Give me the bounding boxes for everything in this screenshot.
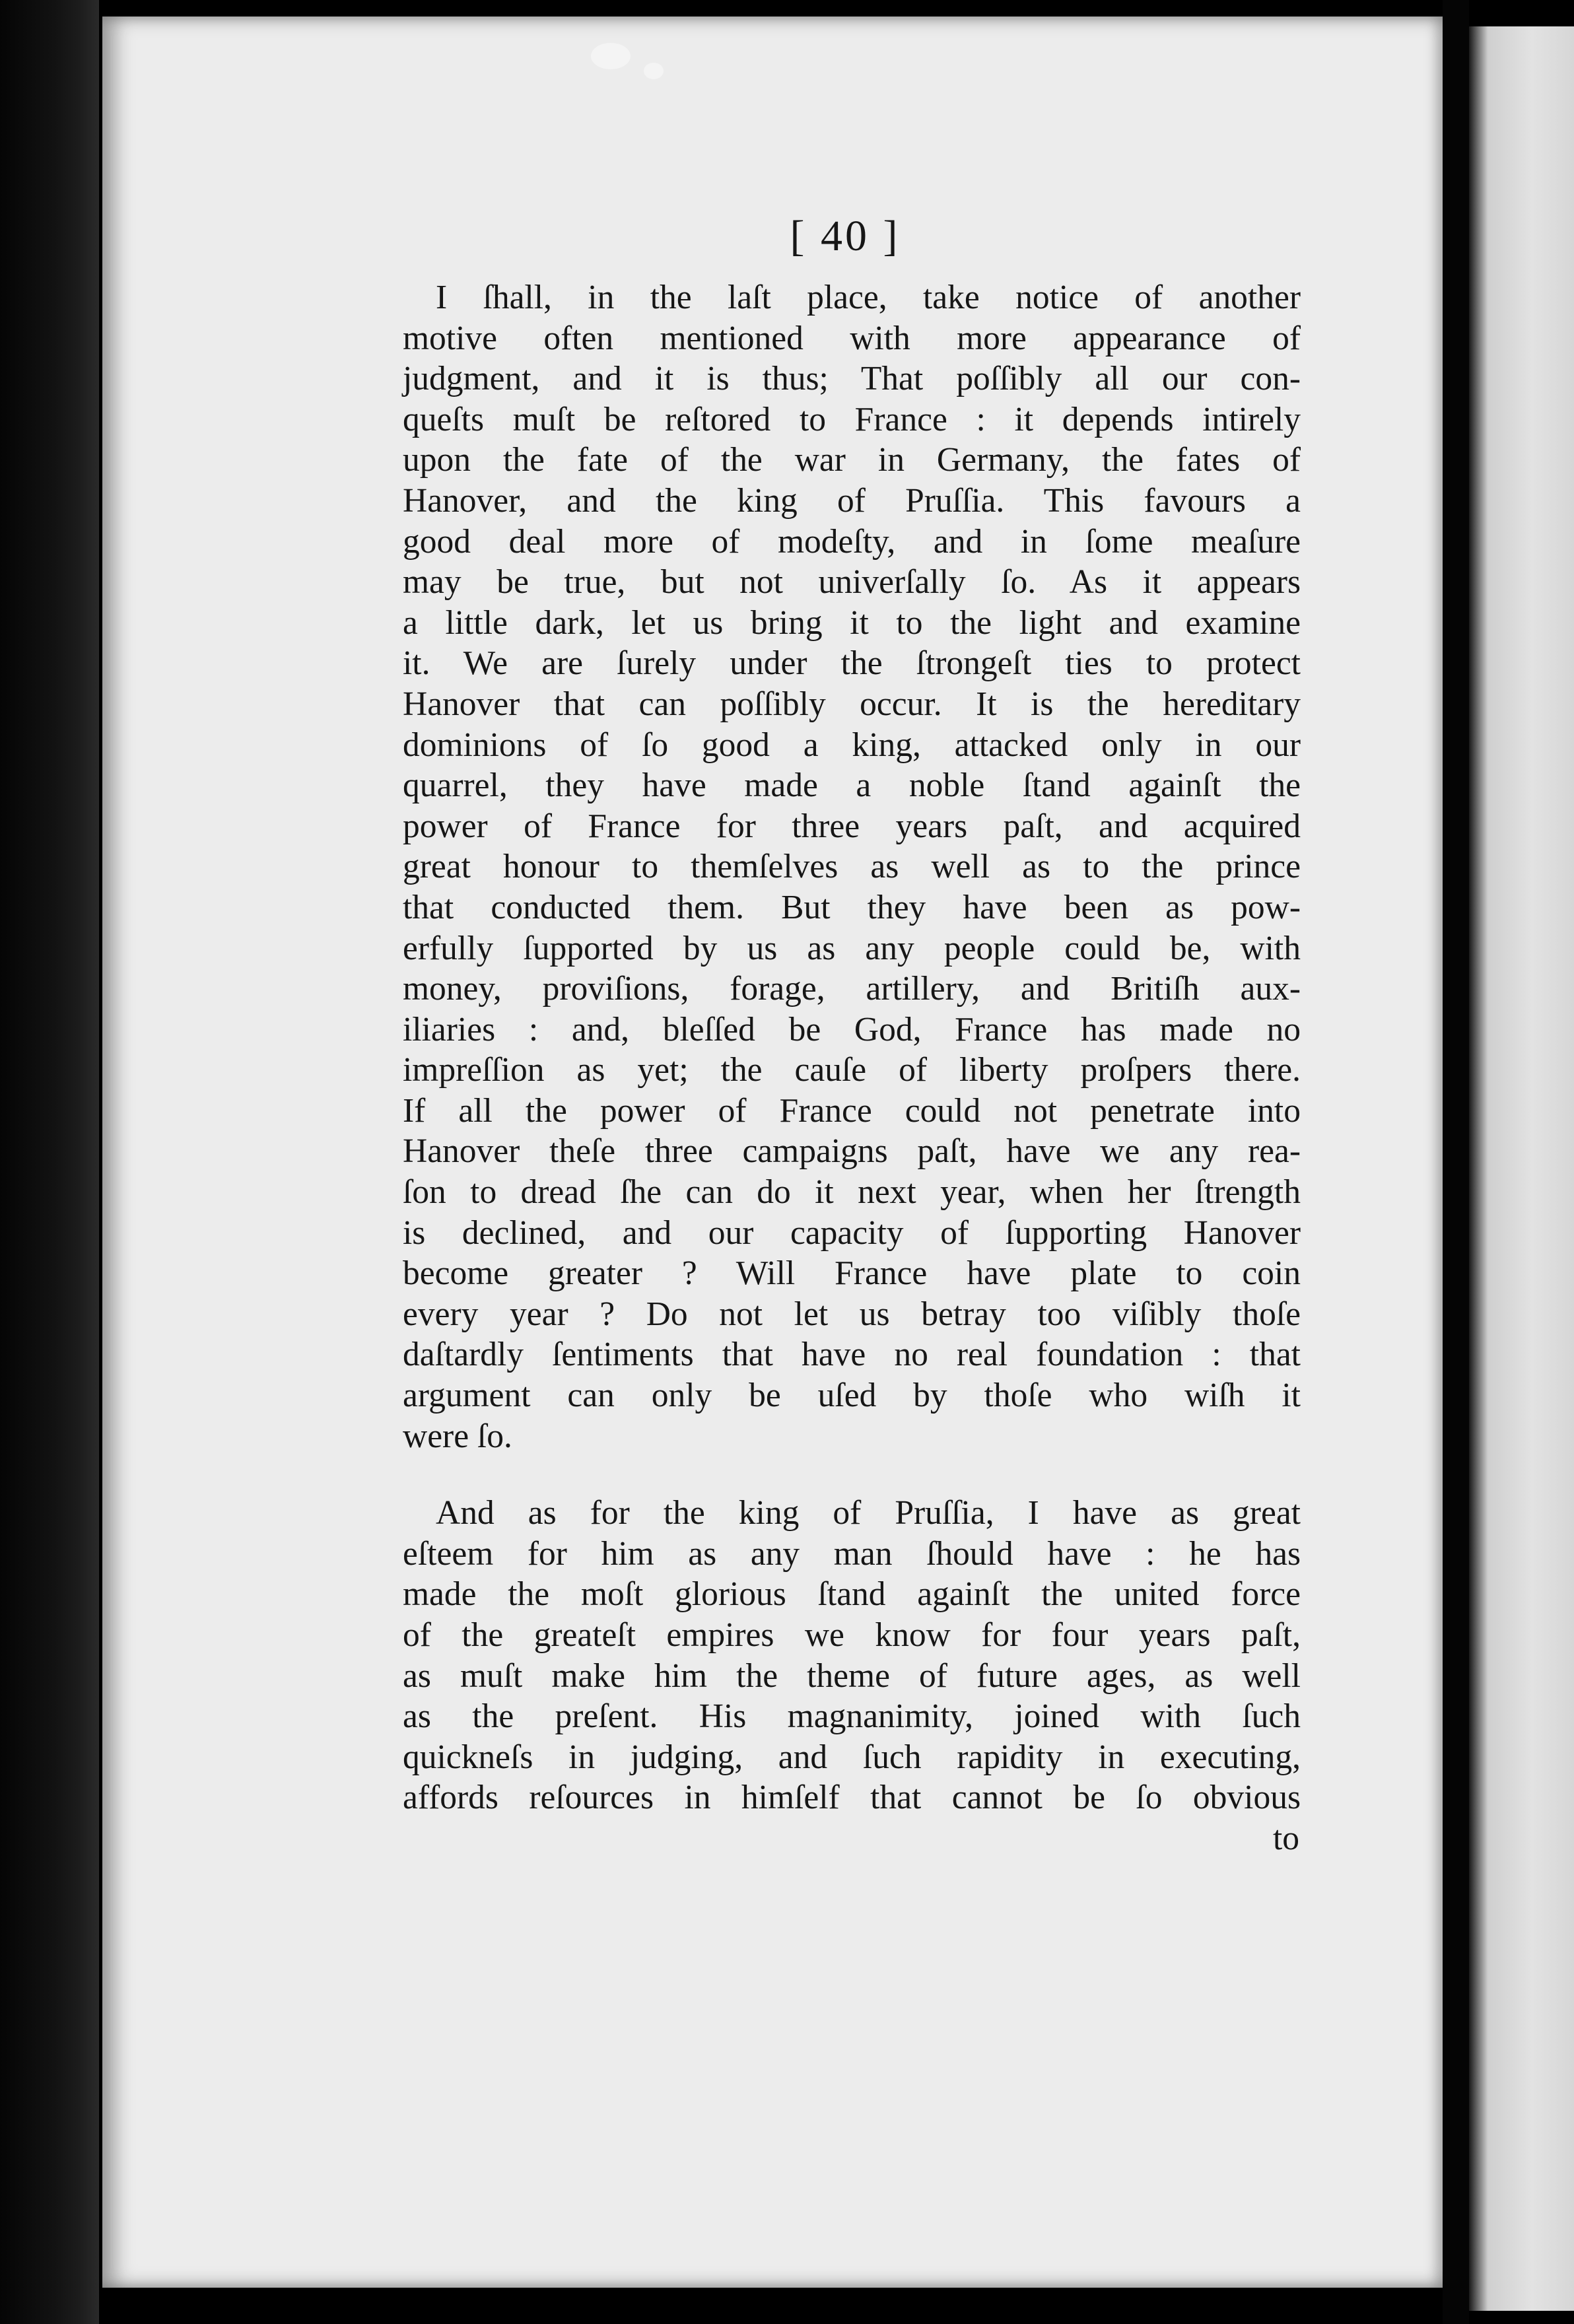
text-line: of the greateſt empires we know for four years paſt, [403,1616,1301,1654]
text-line: judgment, and it is thus; That poſſibly all our con- [403,360,1301,398]
text-line: money, proviſions, forage, artillery, and Britiſh aux- [403,970,1301,1008]
text-line: argument can only be uſed by thoſe who wiſh it [403,1377,1301,1415]
text-line: a little dark, let us bring it to the light and examine [403,603,1301,642]
text-line: And as for the king of Pruſſia, I have as great [436,1494,1301,1532]
text-line: iliaries : and, bleſſed be God, France has made no [403,1010,1301,1048]
text-line: every year ? Do not let us betray too viſibly thoſe [403,1295,1301,1333]
text-line: quickneſs in judging, and ſuch rapidity in executing, [403,1738,1301,1776]
text-line: impreſſion as yet; the cauſe of liberty proſpers there. [403,1051,1301,1089]
text-line: made the moſt glorious ſtand againſt the united force [403,1575,1301,1614]
paper-speck [591,43,631,69]
text-line: I ſhall, in the laſt place, take notice of another [436,279,1301,316]
text-line: ſon to dread ſhe can do it next year, when her ſtrength [403,1173,1301,1212]
text-line: quarrel, they have made a noble ſtand againſt the [403,767,1301,805]
text-line: is declined, and our capacity of ſupporting Hanover [403,1213,1301,1252]
page-number: [ 40 ] [790,212,901,260]
facing-page-edge [1469,26,1574,2311]
text-line: may be true, but not univerſally ſo. As it appears [403,563,1301,601]
text-line: Hanover that can poſſibly occur. It is the hereditary [403,685,1301,723]
text-line: great honour to themſelves as well as to the prince [403,848,1301,886]
paragraph-gap [403,1456,1301,1493]
text-line: daſtardly ſentiments that have no real foundation : that [403,1336,1301,1374]
text-line: queſts muſt be reſtored to France : it depends intirely [403,400,1301,438]
text-line: If all the power of France could not penetrate into [403,1091,1301,1130]
text-line: become greater ? Will France have plate to coin [403,1254,1301,1293]
text-line: dominions of ſo good a king, attacked only in our [403,726,1301,764]
text-line: motive often mentioned with more appearance of [403,319,1301,357]
paragraph-2 [403,1493,1301,1818]
text-block [403,212,1301,1859]
text-line: good deal more of modeſty, and in ſome meaſure [403,522,1301,561]
text-line: affords reſources in himſelf that cannot be ſo obvious [403,1779,1301,1817]
text-line: Hanover theſe three campaigns paſt, have we any rea- [403,1132,1301,1171]
text-line: power of France for three years paſt, and acquired [403,807,1301,845]
text-line: erfully ſupported by us as any people could be, with [403,929,1301,967]
text-line: were ſo. [403,1417,512,1455]
paragraph-1 [403,277,1301,1456]
text-line: Hanover, and the king of Pruſſia. This favours a [403,481,1301,520]
catchword: to [1272,1819,1299,1857]
text-line: as the preſent. His magnanimity, joined with ſuch [403,1697,1301,1736]
text-line: it. We are ſurely under the ſtrongeſt ties to protect [403,644,1301,683]
paper-speck [644,63,664,79]
text-line: eſteem for him as any man ſhould have : he has [403,1534,1301,1573]
text-line: that conducted them. But they have been as pow- [403,888,1301,926]
text-line: upon the fate of the war in Germany, the fates of [403,441,1301,479]
binding-edge [0,0,99,2324]
page-gutter [1443,0,1469,2324]
text-line: as muſt make him the theme of future ages, as well [403,1657,1301,1695]
